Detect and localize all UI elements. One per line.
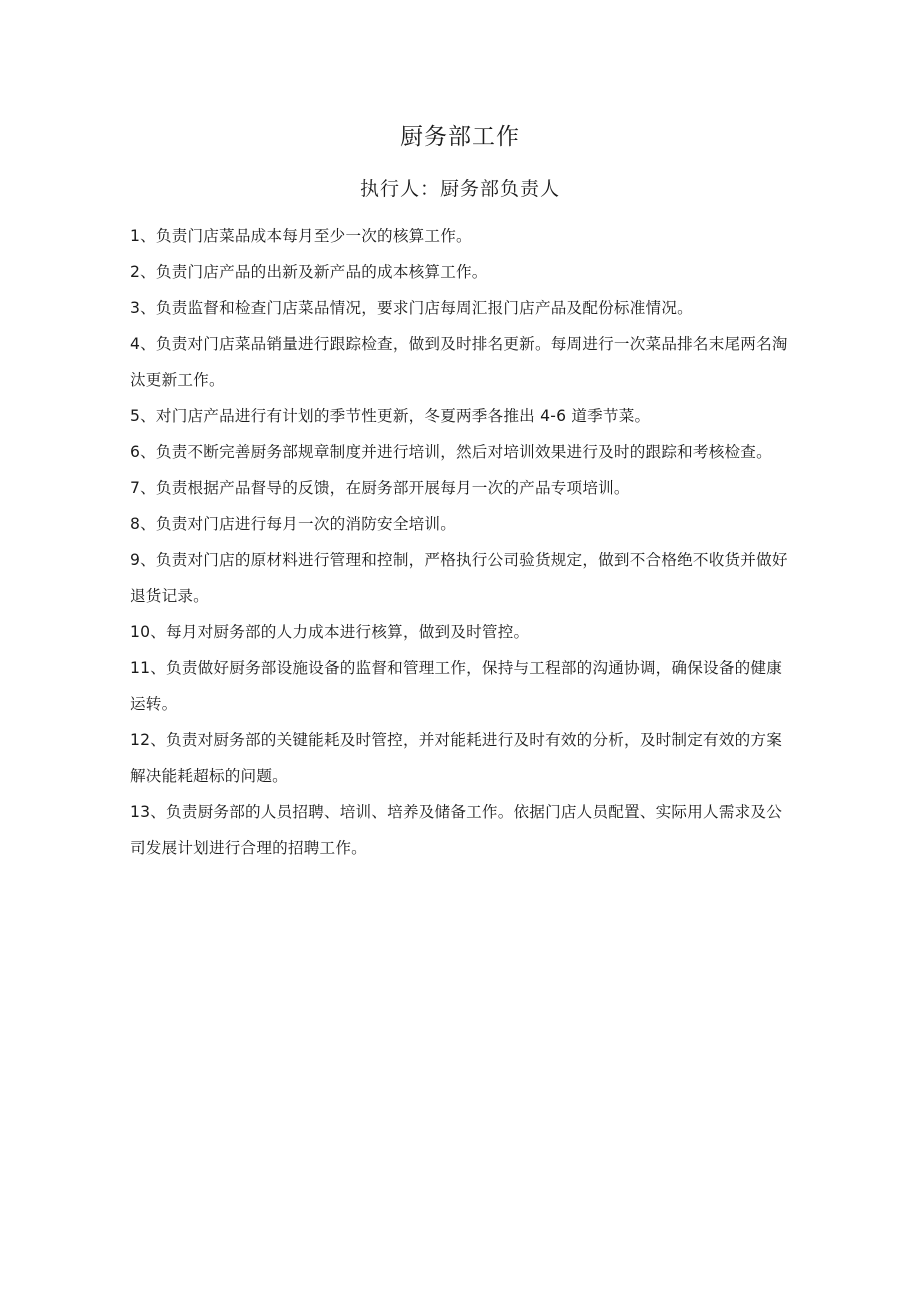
duty-item: 11、负责做好厨务部设施设备的监督和管理工作，保持与工程部的沟通协调，确保设备的健康运转。: [130, 659, 782, 713]
duty-list: [130, 218, 792, 866]
duty-item: 3、负责监督和检查门店菜品情况，要求门店每周汇报门店产品及配份标准情况。: [130, 299, 693, 317]
duty-item: 2、负责门店产品的出新及新产品的成本核算工作。: [130, 263, 488, 281]
duty-item: 5、对门店产品进行有计划的季节性更新，冬夏两季各推出 4-6 道季节菜。: [130, 407, 651, 425]
duty-item: 12、负责对厨务部的关键能耗及时管控，并对能耗进行及时有效的分析，及时制定有效的方案解决能耗超标的问题。: [130, 731, 782, 785]
duty-item: 10、每月对厨务部的人力成本进行核算，做到及时管控。: [130, 623, 530, 641]
duty-item: 9、负责对门店的原材料进行管理和控制，严格执行公司验货规定，做到不合格绝不收货并做好退货记录。: [130, 551, 788, 605]
duty-item: 4、负责对门店菜品销量进行跟踪检查，做到及时排名更新。每周进行一次菜品排名末尾两名淘汰更新工作。: [130, 335, 788, 389]
duty-item: 1、负责门店菜品成本每月至少一次的核算工作。: [130, 227, 472, 245]
duty-item: 8、负责对门店进行每月一次的消防安全培训。: [130, 515, 456, 533]
document-subtitle: 执行人：厨务部负责人: [359, 178, 560, 200]
duty-item: 7、负责根据产品督导的反馈，在厨务部开展每月一次的产品专项培训。: [130, 479, 630, 497]
document-title: 厨务部工作: [400, 124, 520, 150]
duty-item: 6、负责不断完善厨务部规章制度并进行培训，然后对培训效果进行及时的跟踪和考核检查。: [130, 443, 772, 461]
duty-item: 13、负责厨务部的人员招聘、培训、培养及储备工作。依据门店人员配置、实际用人需求及公司发展计划进行合理的招聘工作。: [130, 803, 782, 857]
